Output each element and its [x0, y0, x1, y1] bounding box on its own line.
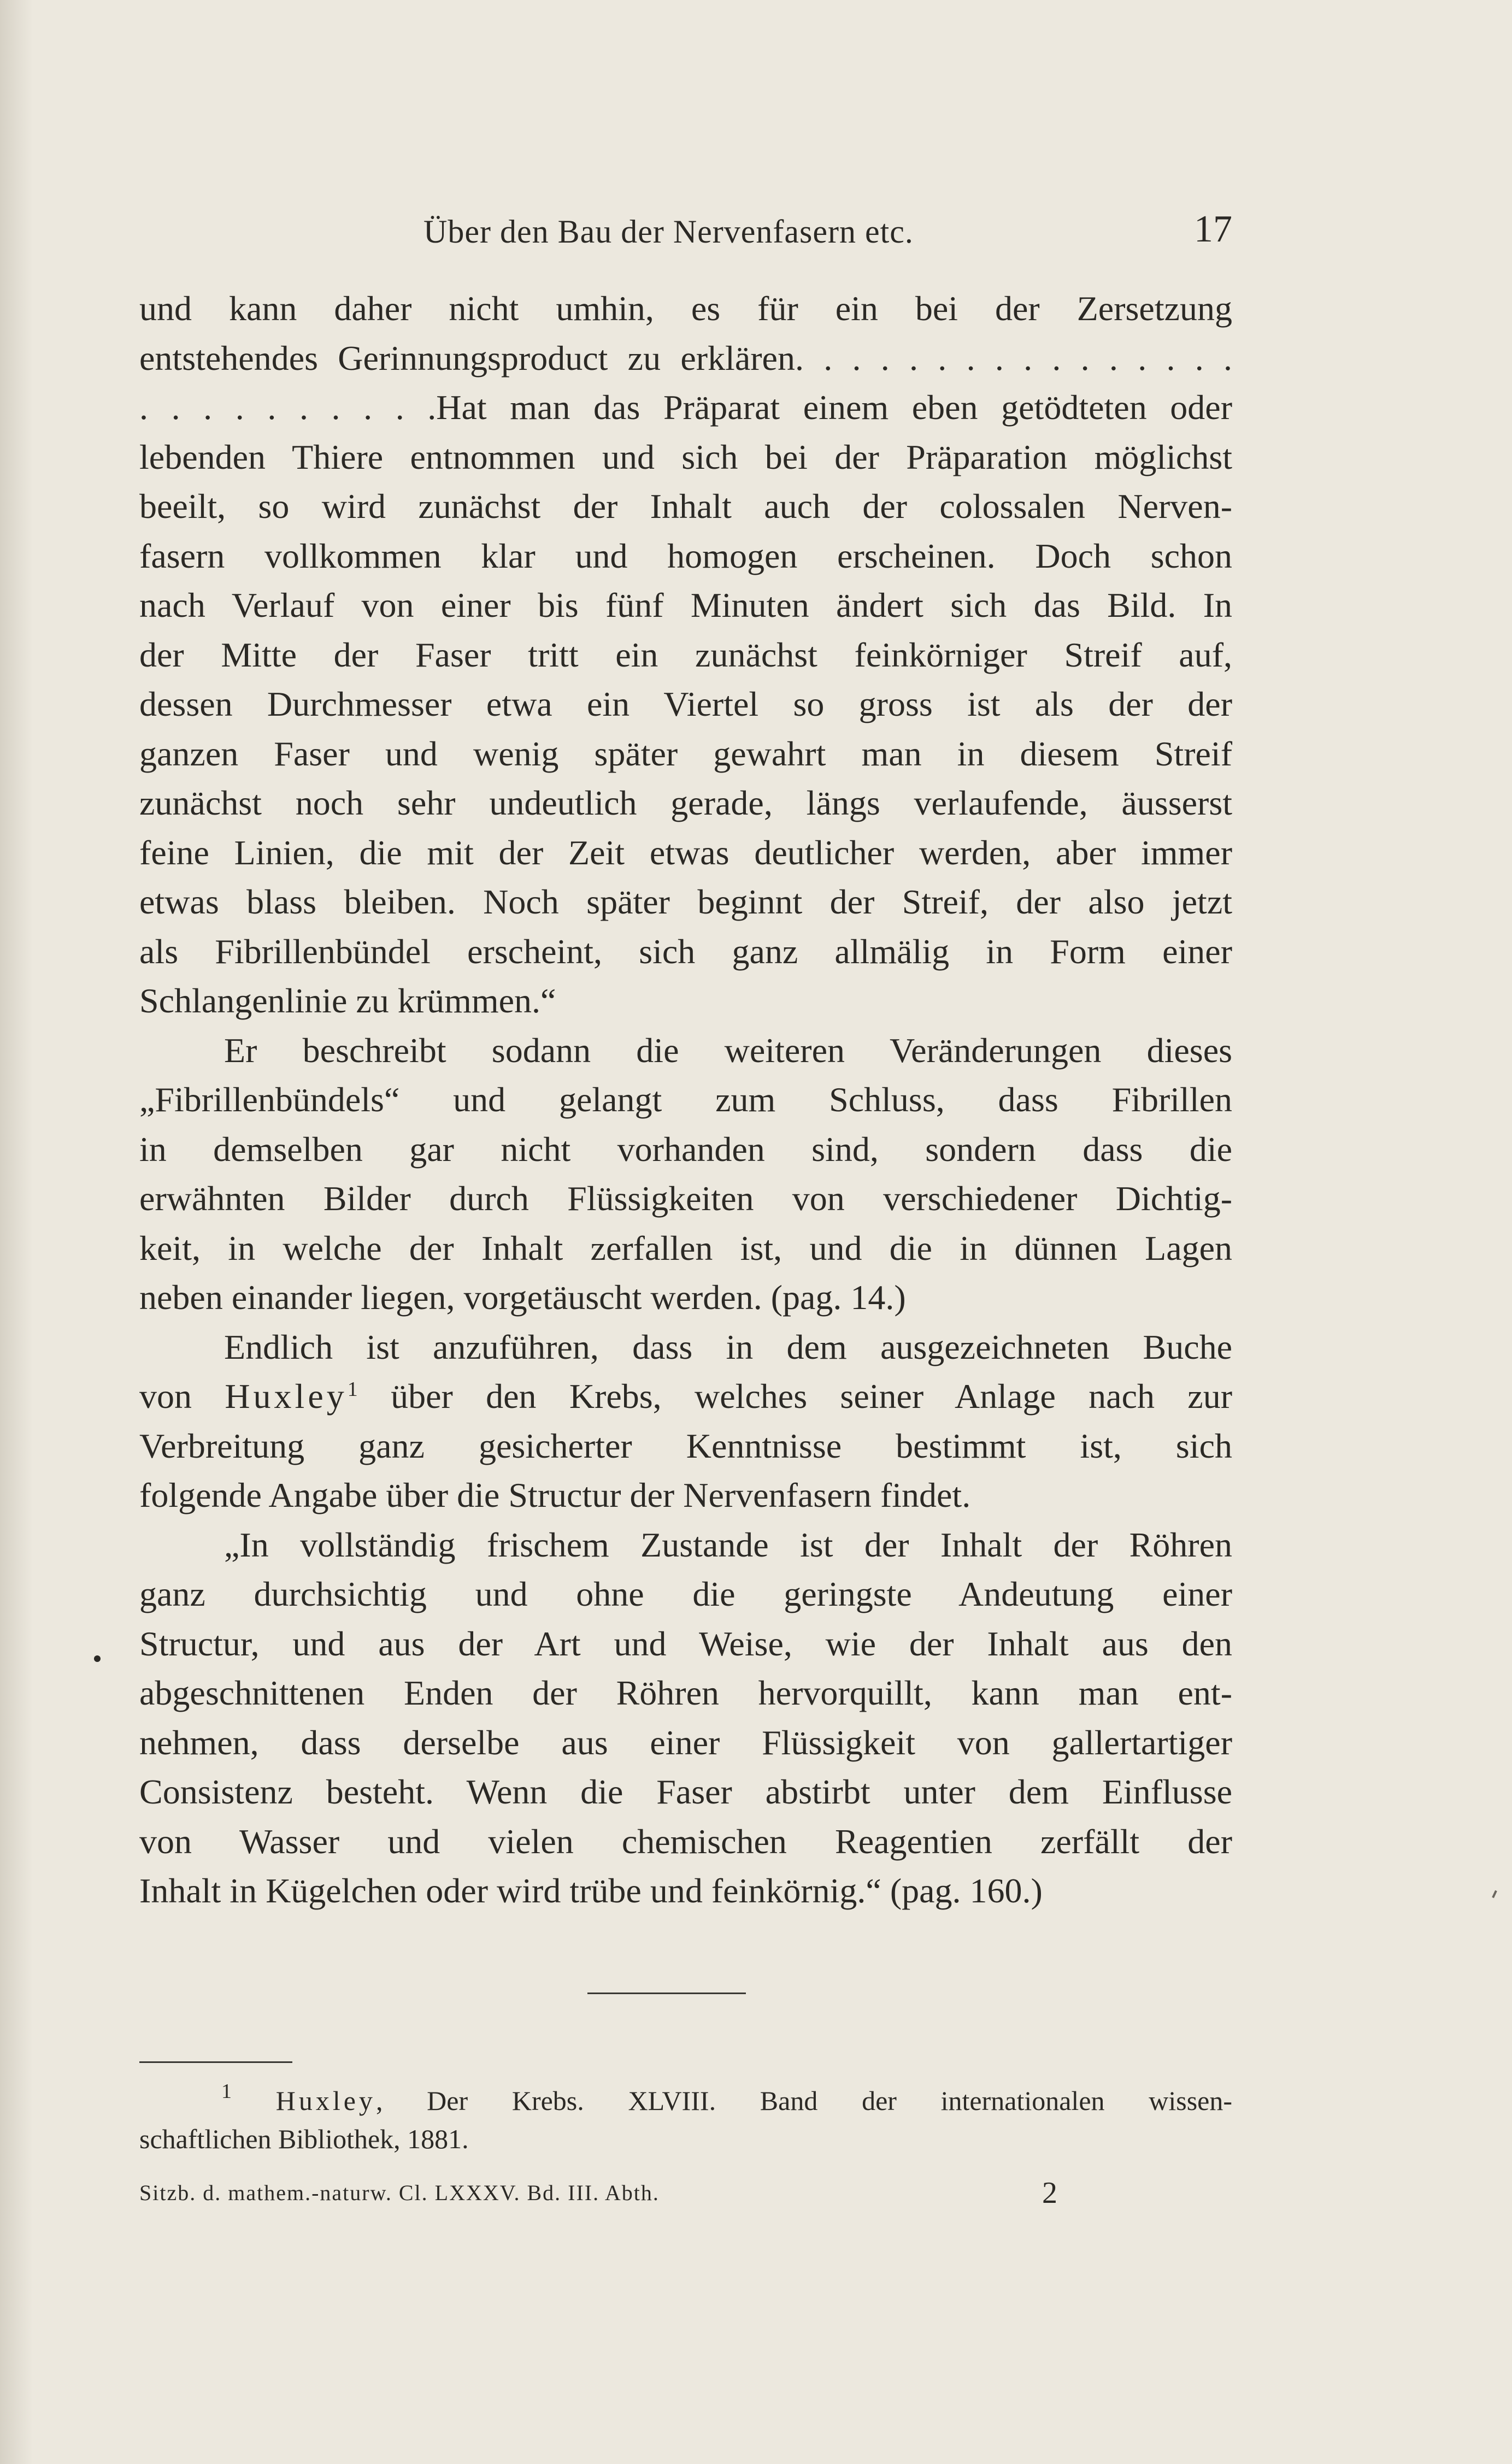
text-line: ganzen Faser und wenig später gewahrt man in diesem Streif	[139, 734, 1232, 773]
footnote-divider	[139, 2061, 292, 2063]
printer-signature	[139, 2176, 1232, 2218]
text-line: keit, in welche der Inhalt zerfallen ist, und die in dünnen Lagen	[139, 1228, 1232, 1268]
text-line: fasern vollkommen klar und homogen erscheinen. Doch schon	[139, 536, 1232, 575]
section-divider	[587, 1993, 746, 1994]
footnotes	[139, 2082, 1232, 2158]
text-line: und kann daher nicht umhin, es für ein bei der Zersetzung	[139, 289, 1232, 328]
text-line: der Mitte der Faser tritt ein zunächst feinkörniger Streif auf,	[139, 635, 1232, 674]
text-line: entstehendes Gerinnungsproduct zu erklären. . . . . . . . . . . . . . . .	[139, 338, 1232, 378]
text-line: Er beschreibt sodann die weiteren Veränderungen dieses	[224, 1030, 1232, 1070]
footnote-line: schaftlichen Bibliothek, 1881.	[139, 2124, 469, 2154]
text-line: beeilt, so wird zunächst der Inhalt auch der colossalen Nerven-	[139, 487, 1232, 526]
text-line: in demselben gar nicht vorhanden sind, sondern dass die	[139, 1129, 1232, 1169]
footnote-text: , Der Krebs. XLVIII. Band der internationalen wissen-	[375, 2085, 1232, 2116]
text-line: zunächst noch sehr undeutlich gerade, längs verlaufende, äusserst	[139, 783, 1232, 822]
text-line: ganz durchsichtig und ohne die geringste Andeutung einer	[139, 1575, 1232, 1613]
text-line: feine Linien, die mit der Zeit etwas deutlicher werden, aber immer	[139, 833, 1232, 872]
text-line: Inhalt in Kügelchen oder wird trübe und feinkörnig.“ (pag. 160.)	[139, 1871, 1043, 1910]
huxley-line-rest: über den Krebs, welches seiner Anlage nach zur	[391, 1377, 1233, 1416]
huxley-name: Huxley	[225, 1377, 348, 1416]
running-head	[139, 208, 1232, 262]
text-line: nach Verlauf von einer bis fünf Minuten ändert sich das Bild. In	[139, 586, 1232, 624]
footnote-reference: 1	[347, 1378, 358, 1401]
text-line: Schlangenlinie zu krümmen.“	[139, 981, 556, 1020]
signature-text: Sitzb. d. mathem.-naturw. Cl. LXXXV. Bd. III. Abth.	[139, 2180, 660, 2205]
text-line: neben einander liegen, vorgetäuscht werden. (pag. 14.)	[139, 1278, 906, 1317]
text-line: Endlich ist anzuführen, dass in dem ausgezeichneten Buche	[224, 1327, 1232, 1366]
footnote-line	[139, 2082, 1232, 2120]
body-text	[139, 284, 1232, 1916]
footnote-author: Huxley	[275, 2085, 376, 2116]
text-line: dessen Durchmesser etwa ein Viertel so gross ist als der der	[139, 685, 1232, 723]
running-title: Über den Bau der Nervenfasern etc.	[423, 214, 914, 250]
text-line: erwähnten Bilder durch Flüssigkeiten von verschiedener Dichtig-	[139, 1179, 1232, 1218]
text-line: folgende Angabe über die Structur der Nervenfasern findet.	[139, 1476, 971, 1514]
text-line: Consistenz besteht. Wenn die Faser abstirbt unter dem Einflusse	[139, 1772, 1232, 1811]
huxley-prefix: von	[139, 1377, 192, 1416]
text-line: Structur, und aus der Art und Weise, wie der Inhalt aus den	[139, 1624, 1232, 1663]
text-line: lebenden Thiere entnommen und sich bei der Präparation möglichst	[139, 437, 1232, 476]
margin-dot	[94, 1655, 101, 1662]
signature-number: 2	[1042, 2176, 1057, 2210]
page-number: 17	[1194, 208, 1232, 250]
text-line-huxley	[139, 1372, 1232, 1422]
footnote-mark: 1	[221, 2080, 232, 2103]
binding-shadow	[0, 0, 33, 2464]
text-line: von Wasser und vielen chemischen Reagentien zerfällt der	[139, 1822, 1232, 1861]
text-line: „In vollständig frischem Zustande ist der Inhalt der Röhren	[224, 1525, 1232, 1564]
text-line: „Fibrillenbündels“ und gelangt zum Schluss, dass Fibrillen	[139, 1080, 1232, 1119]
text-line: abgeschnittenen Enden der Röhren hervorquillt, kann man ent-	[139, 1673, 1232, 1712]
text-line: etwas blass bleiben. Noch später beginnt der Streif, der also jetzt	[139, 882, 1232, 921]
text-line: Verbreitung ganz gesicherter Kenntnisse bestimmt ist, sich	[139, 1426, 1232, 1465]
paper-speck	[1492, 1890, 1497, 1898]
text-line: . . . . . . . . . .Hat man das Präparat einem eben getödteten oder	[139, 388, 1232, 427]
text-line: nehmen, dass derselbe aus einer Flüssigkeit von gallertartiger	[139, 1723, 1232, 1762]
text-line: als Fibrillenbündel erscheint, sich ganz allmälig in Form einer	[139, 932, 1232, 971]
